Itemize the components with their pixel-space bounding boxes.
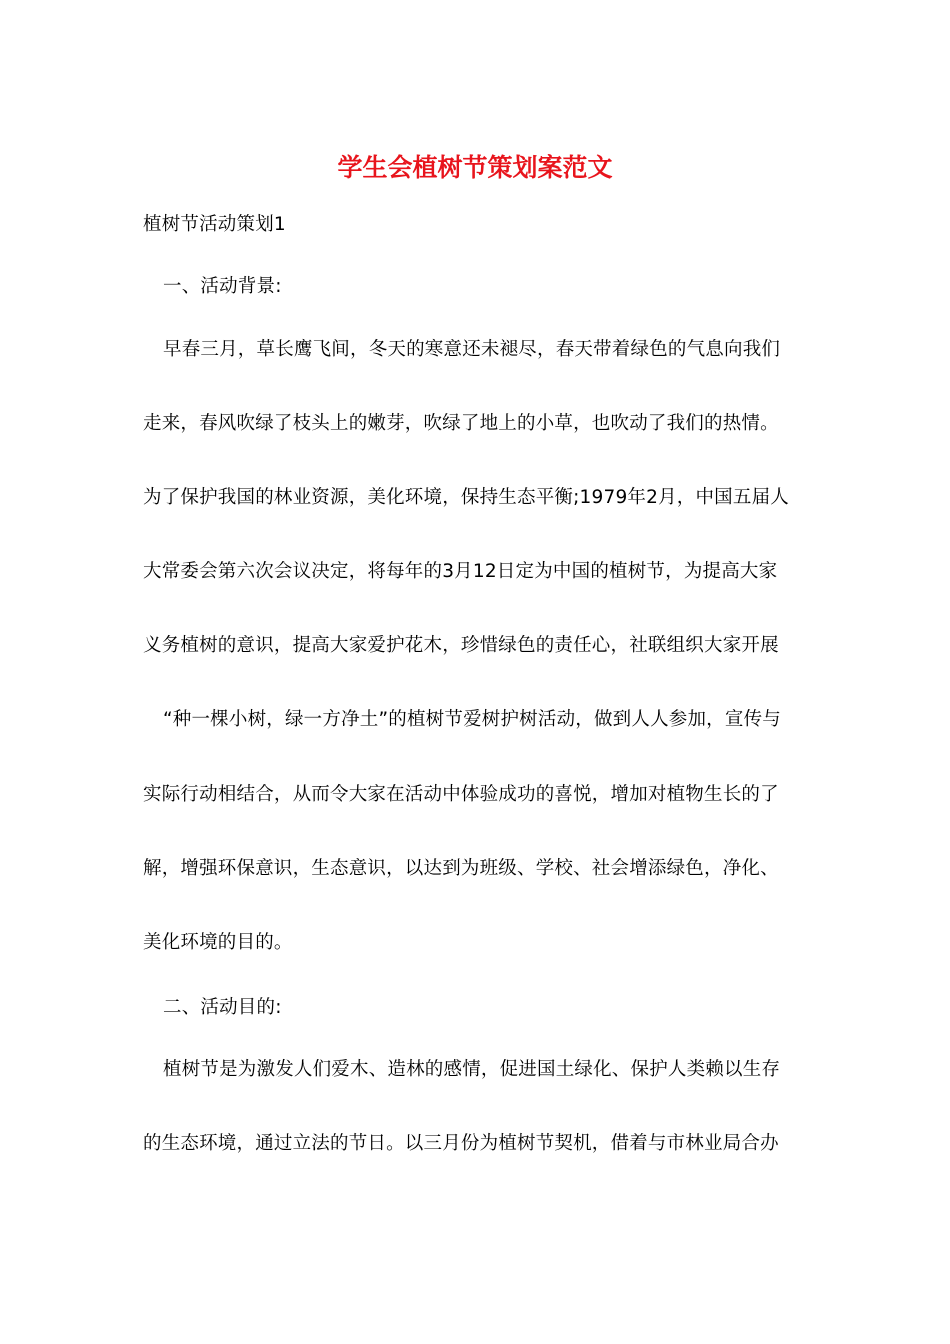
paragraph-line: 美化环境的目的。 [143, 932, 293, 953]
paragraph-line: 大常委会第六次会议决定，将每年的3月12日定为中国的植树节，为提高大家 [143, 561, 778, 582]
paragraph-line: 为了保护我国的林业资源，美化环境，保持生态平衡;1979年2月，中国五届人 [143, 487, 789, 508]
paragraph-line: 的生态环境，通过立法的节日。以三月份为植树节契机，借着与市林业局合办 [143, 1133, 779, 1154]
paragraph-line: 植树节是为激发人们爱木、造林的感情，促进国土绿化、保护人类赖以生存 [163, 1059, 781, 1080]
paragraph-line: “种一棵小树，绿一方净土”的植树节爱树护树活动，做到人人参加，宣传与 [163, 709, 781, 730]
subsection-heading: 一、活动背景: [163, 276, 282, 297]
paragraph-line: 实际行动相结合，从而令大家在活动中体验成功的喜悦，增加对植物生长的了 [143, 784, 779, 805]
paragraph-line: 早春三月，草长鹰飞间，冬天的寒意还未褪尽，春天带着绿色的气息向我们 [163, 339, 781, 360]
paragraph-line: 走来，春风吹绿了枝头上的嫩芽，吹绿了地上的小草，也吹动了我们的热情。 [143, 413, 779, 434]
section-heading: 植树节活动策划1 [143, 214, 286, 235]
document-title: 学生会植树节策划案范文 [337, 153, 613, 182]
paragraph-line: 义务植树的意识，提高大家爱护花木，珍惜绿色的责任心，社联组织大家开展 [143, 635, 779, 656]
paragraph-line: 解，增强环保意识，生态意识，以达到为班级、学校、社会增添绿色，净化、 [143, 858, 779, 879]
subsection-heading: 二、活动目的: [163, 997, 282, 1018]
